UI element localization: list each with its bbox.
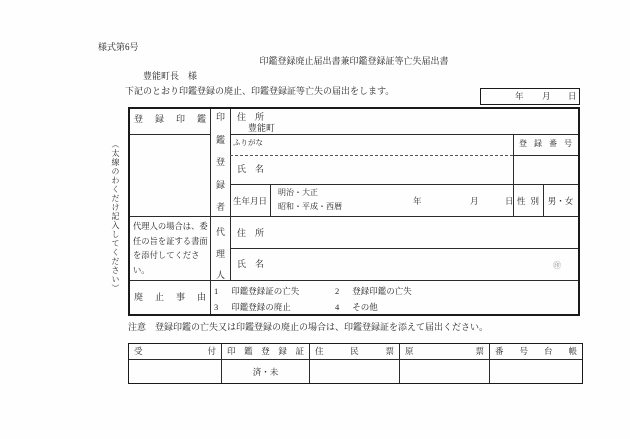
grid-line xyxy=(210,109,211,314)
registrant-address-label: 住 所 xyxy=(237,112,265,122)
option-label: 印鑑登録の廃止 xyxy=(231,302,291,312)
abolition-option-2[interactable] xyxy=(335,286,412,296)
side-note-vertical: （太線のわくだけ記入してください） xyxy=(111,140,120,293)
furigana-label: ふりがな xyxy=(233,138,263,147)
caution-text: 注意 登録印鑑の亡失又は印鑑登録の廃止の場合は、印鑑登録証を添えて届出ください。 xyxy=(128,322,489,332)
seal-stamp-area[interactable] xyxy=(130,134,210,216)
registration-number-input-area[interactable] xyxy=(514,156,578,184)
office-cell-reception[interactable] xyxy=(129,359,221,383)
seal-mark-icon: ㊞ xyxy=(553,261,561,270)
registrant-name-input-area[interactable] xyxy=(270,156,513,184)
declaration-text: 下記のとおり印鑑登録の廃止、印鑑登録証等亡失の届出をします。 xyxy=(125,86,395,96)
main-form-table xyxy=(128,107,580,316)
gender-options[interactable]: 男・女 xyxy=(547,196,574,206)
era-options-line2[interactable]: 昭和・平成・西暦 xyxy=(278,202,342,211)
option-label: その他 xyxy=(352,302,378,312)
office-header-seal-cert: 印 鑑 登 録 証 xyxy=(221,344,309,359)
date-month-label: 月 xyxy=(542,91,551,101)
birth-year-label: 年 xyxy=(413,196,422,206)
birth-day-label: 日 xyxy=(505,196,514,206)
gender-label: 性 別 xyxy=(517,196,539,206)
form-title: 印鑑登録廃止届出書兼印鑑登録証等亡失届出書 xyxy=(259,56,449,66)
date-day-label: 日 xyxy=(568,91,577,101)
registrant-address-prefix: 豊能町 xyxy=(248,123,276,133)
abolition-reason-label: 廃 止 事 由 xyxy=(134,292,206,302)
addressee-label: 豊能町長 様 xyxy=(143,71,198,81)
registrant-address-input-area[interactable] xyxy=(270,109,513,134)
agent-address-input-area[interactable] xyxy=(270,216,578,248)
agent-group-label: 代 理 人 xyxy=(215,227,225,280)
furigana-input-area[interactable] xyxy=(270,135,513,155)
grid-line xyxy=(130,280,578,281)
date-year-label: 年 xyxy=(515,91,524,101)
office-header-number-ledger: 番 号 台 帳 xyxy=(489,344,582,359)
office-cell-original-record[interactable] xyxy=(399,359,489,383)
submission-date-field[interactable] xyxy=(480,88,580,105)
grid-line xyxy=(230,184,578,185)
registration-number-label: 登 録 番 号 xyxy=(519,139,572,148)
option-number: 1 xyxy=(214,286,219,296)
abolition-option-3[interactable] xyxy=(214,302,291,312)
office-cell-number-ledger[interactable] xyxy=(489,359,582,383)
office-header-resident-card: 住 民 票 xyxy=(309,344,399,359)
office-header-original-record: 原 票 xyxy=(399,344,489,359)
agent-note: 代理人の場合は、委任の旨を証する書面を添付してください。 xyxy=(133,222,208,275)
birth-date-label: 生年月日 xyxy=(233,196,268,206)
office-cell-seal-cert-status[interactable]: 済・未 xyxy=(221,359,309,383)
birth-month-label: 月 xyxy=(470,196,479,206)
office-use-table xyxy=(128,343,583,384)
grid-line xyxy=(270,184,271,216)
option-label: 登録印鑑の亡失 xyxy=(352,286,412,296)
option-number: 2 xyxy=(335,286,340,296)
era-options-line1[interactable]: 明治・大正 xyxy=(278,188,318,197)
agent-name-input-area[interactable] xyxy=(270,248,550,280)
option-number: 4 xyxy=(335,302,340,312)
office-cell-resident-card[interactable] xyxy=(309,359,399,383)
registrant-name-label: 氏 名 xyxy=(237,164,265,174)
registered-seal-label: 登 録 印 鑑 xyxy=(134,114,206,124)
abolition-option-4[interactable] xyxy=(335,302,378,312)
office-header-reception: 受 付 xyxy=(134,346,216,356)
agent-name-label: 氏 名 xyxy=(237,259,265,269)
form-number-label: 様式第6号 xyxy=(98,42,139,52)
option-number: 3 xyxy=(214,302,219,312)
option-label: 印鑑登録証の亡失 xyxy=(231,286,300,296)
agent-address-label: 住 所 xyxy=(237,228,265,238)
registrant-group-label: 印 鑑 登 録 者 xyxy=(215,112,225,212)
abolition-option-1[interactable] xyxy=(214,286,299,296)
